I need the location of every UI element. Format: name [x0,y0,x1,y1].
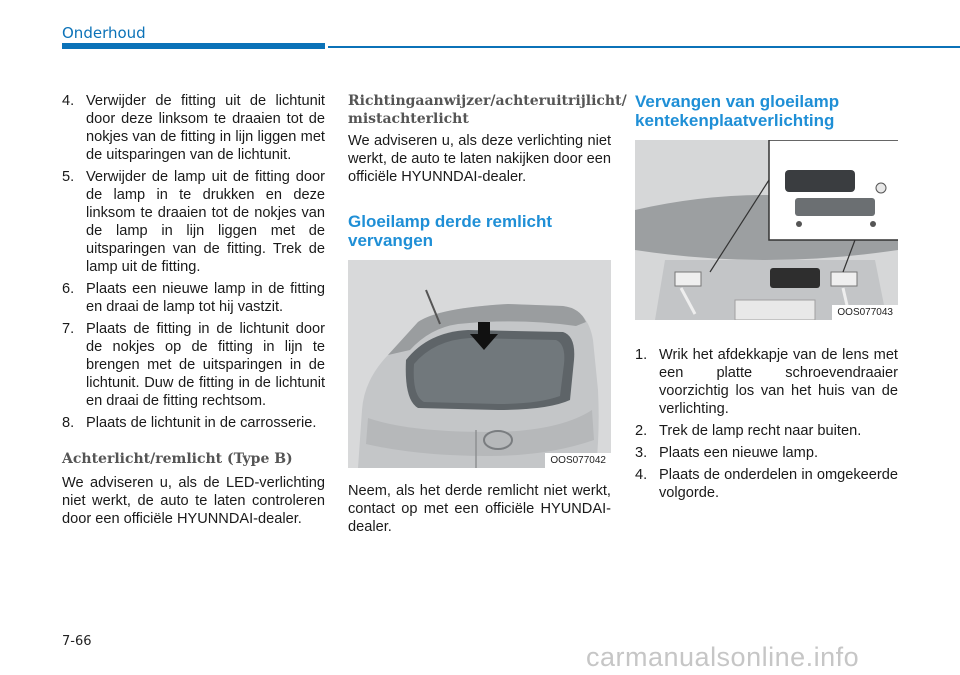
watermark: carmanualsonline.info [586,642,860,672]
column-middle [348,92,627,536]
header-rule-thin [328,46,960,48]
list-item: 4. Verwijder de fitting uit de lichtunit door deze linksom te draaien tot de nokjes van de fitting in lijn liggen met de uitsparingen van de lichtunit. [62,93,325,163]
page-number: 7-66 [62,634,92,649]
list-item: 2. Trek de lamp recht naar buiten. [635,423,862,439]
list-item: 1. Wrik het afdekkapje van de lens met een platte schroevendraaier voorzichtig los van het huis van de verlichting. [635,347,898,417]
steps-list-left [62,92,325,432]
heading-rear-light-type-b: Achterlicht/remlicht (Type B) [62,451,293,467]
list-item: 6. Plaats een nieuwe lamp in de fitting en draai de lamp tot hij vastzit. [62,281,325,315]
list-item: 8. Plaats de lichtunit in de carrosserie. [62,415,317,431]
list-item: 4. Plaats de onderdelen in omgekeerde volgorde. [635,467,898,501]
image-code-label: OOS077043 [832,305,898,320]
steps-list-right [635,346,898,502]
column-left [62,92,325,528]
header-rule-thick [62,43,325,49]
section-title: Onderhoud [62,24,146,42]
heading-indicator-reverse-fog: Richtingaanwijzer/achteruitrijlicht/ mistachterlicht [348,93,627,127]
heading-license-plate-lamp: Vervangen van gloeilamp kentekenplaatverlichting [635,92,840,130]
car-rear-drawing [348,260,611,468]
column-right [635,92,898,506]
paragraph-indicator-advice: We adviseren u, als deze verlichting niet werkt, de auto te laten nakijken door een officiële HYUNNDAI-dealer. [348,133,611,185]
license-lamp-illustration [635,140,898,320]
car-rear-illustration [348,260,611,468]
list-item: 3. Plaats een nieuwe lamp. [635,445,819,461]
list-item: 5. Verwijder de lamp uit de fitting door de lamp in te drukken en deze linksom te draaien tot de nokjes van de lamp in lijn liggen met de uitsparingen van de fitting. Trek de lamp uit de fitting. [62,169,325,275]
image-code-label: OOS077042 [545,453,611,468]
paragraph-led-advice: We adviseren u, als de LED-verlichting niet werkt, de auto te laten controleren door een officiële HYUNNDAI-dealer. [62,475,325,527]
heading-third-brake-light: Gloeilamp derde remlicht vervangen [348,212,553,250]
paragraph-third-brake-advice: Neem, als het derde remlicht niet werkt, contact op met een officiële HYUNDAI-dealer. [348,483,611,535]
list-item: 7. Plaats de fitting in de lichtunit door de nokjes op de fitting in lijn te brengen met de uitsparingen in de lichtunit. Duw de fitting in de lichtunit en draai de fitting rechtsom. [62,321,325,409]
license-lamp-drawing [635,140,898,320]
